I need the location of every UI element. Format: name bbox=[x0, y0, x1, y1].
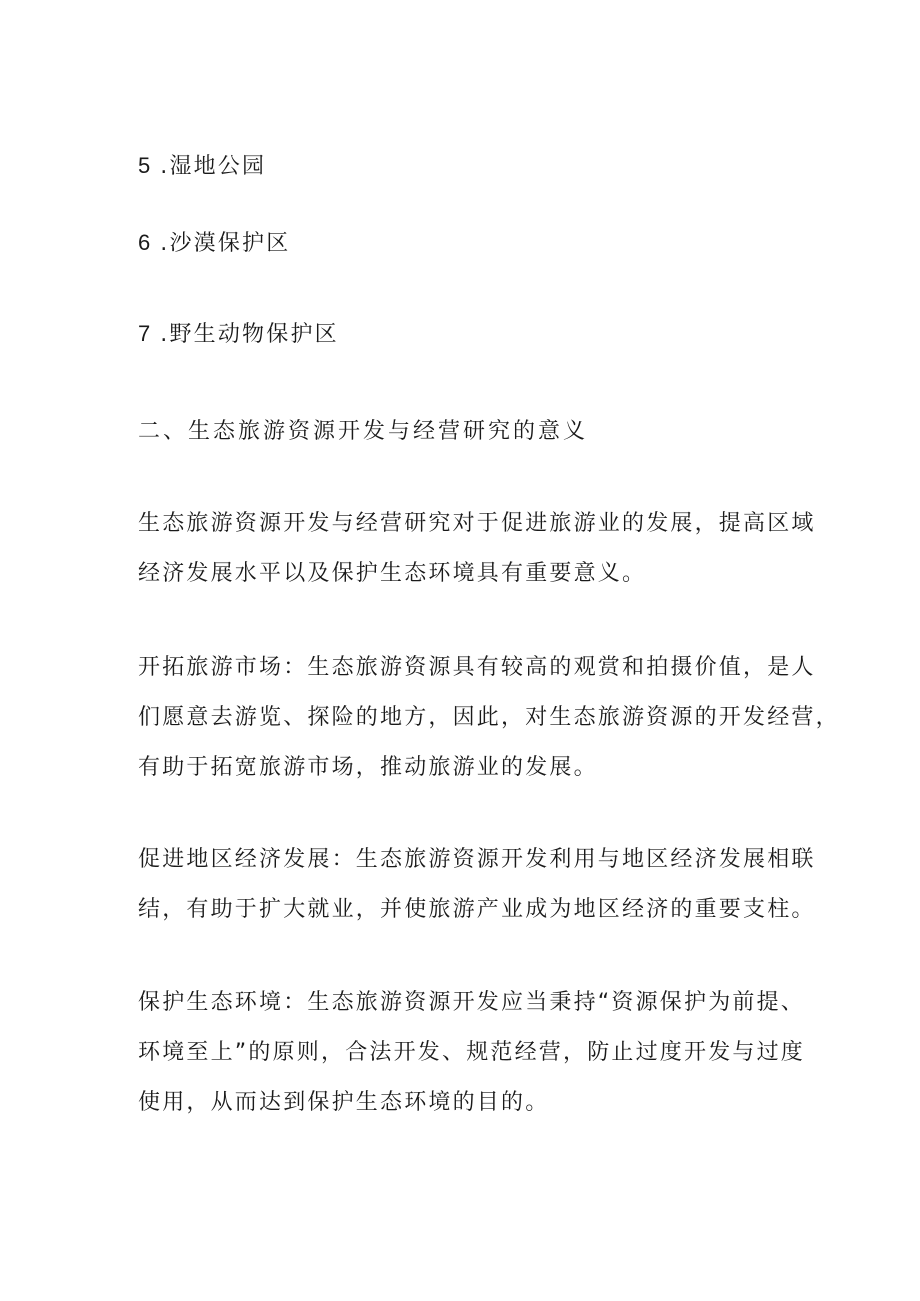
list-item-number: 6 bbox=[138, 230, 151, 255]
list-item-separator: . bbox=[160, 154, 170, 179]
paragraph-line: 环境至上”的原则，合法开发、规范经营，防止过度开发与过度 bbox=[138, 1040, 805, 1065]
list-item-label: 湿地公园 bbox=[169, 154, 267, 179]
list-item bbox=[138, 152, 266, 181]
paragraph-line: 使用，从而达到保护生态环境的目的。 bbox=[138, 1090, 550, 1115]
paragraph-line: 开拓旅游市场：生态旅游资源具有较高的观赏和拍摄价值，是人 bbox=[138, 655, 816, 680]
paragraph-line: 们愿意去游览、探险的地方，因此，对生态旅游资源的开发经营， bbox=[138, 705, 840, 730]
list-item-separator: . bbox=[160, 231, 170, 256]
paragraph-line: 经济发展水平以及保护生态环境具有重要意义。 bbox=[138, 561, 647, 586]
list-item-label: 野生动物保护区 bbox=[169, 322, 339, 347]
paragraph-line: 生态旅游资源开发与经营研究对于促进旅游业的发展，提高区域 bbox=[138, 511, 816, 536]
list-item bbox=[138, 229, 290, 258]
section-heading: 二、生态旅游资源开发与经营研究的意义 bbox=[138, 419, 589, 444]
list-item bbox=[138, 320, 339, 349]
list-item-separator: . bbox=[160, 322, 170, 347]
list-item-label: 沙漠保护区 bbox=[169, 231, 291, 256]
paragraph-line: 结，有助于扩大就业，并使旅游产业成为地区经济的重要支柱。 bbox=[138, 897, 816, 922]
list-item-number: 5 bbox=[138, 153, 151, 178]
paragraph-line: 有助于拓宽旅游市场，推动旅游业的发展。 bbox=[138, 755, 598, 780]
paragraph-line: 促进地区经济发展：生态旅游资源开发利用与地区经济发展相联 bbox=[138, 847, 816, 872]
paragraph-line: 保护生态环境：生态旅游资源开发应当秉持“资源保护为前提、 bbox=[138, 990, 805, 1015]
list-item-number: 7 bbox=[138, 321, 151, 346]
